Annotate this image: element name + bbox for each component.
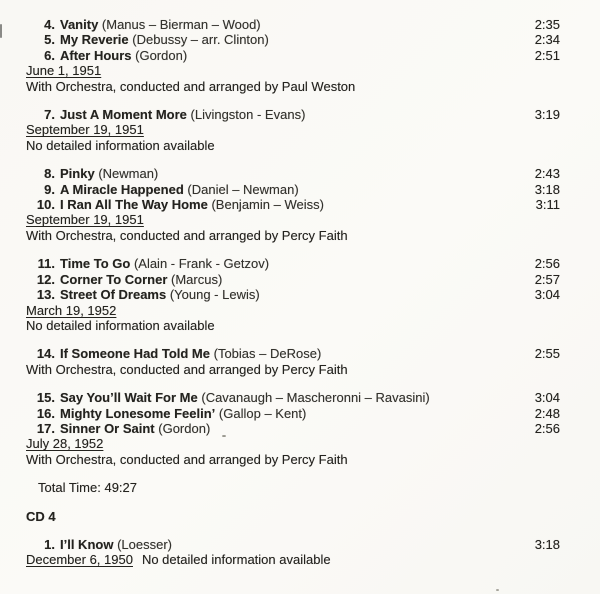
track-title: My Reverie — [60, 32, 129, 48]
track-title: A Miracle Happened — [60, 181, 184, 197]
track-title-and-credits — [55, 32, 535, 47]
track-row — [26, 48, 560, 63]
track-title: Sinner Or Saint — [60, 420, 155, 436]
track-time: 2:48 — [534, 405, 560, 421]
track-row — [26, 17, 560, 32]
track-credits: (Debussy – arr. Clinton) — [132, 32, 269, 48]
track-credits: (Marcus) — [171, 271, 223, 287]
track-row — [26, 287, 560, 302]
cd4-heading: CD 4 — [26, 508, 56, 524]
session-note: With Orchestra, conducted and arranged by Percy Faith — [26, 361, 348, 377]
track-title-and-credits — [55, 107, 535, 122]
track-row — [26, 107, 560, 122]
track-number: 14. — [36, 346, 55, 362]
session-note: No detailed information available — [26, 137, 215, 153]
track-row — [26, 256, 560, 271]
track-title: Mighty Lonesome Feelin’ — [60, 405, 216, 421]
track-credits: (Alain - Frank - Getzov) — [133, 256, 270, 272]
track-title: Street Of Dreams — [60, 287, 167, 303]
track-title-and-credits — [55, 17, 535, 32]
session-note: With Orchestra, conducted and arranged by Percy Faith — [26, 227, 348, 243]
track-title: Say You’ll Wait For Me — [60, 390, 198, 406]
track-credits: (Gordon) — [158, 420, 211, 436]
track-row — [26, 346, 560, 361]
track-number: 4. — [44, 17, 55, 32]
track-number: 17. — [36, 420, 55, 436]
track-title-and-credits — [55, 197, 536, 212]
track-credits: (Benjamin – Weiss) — [211, 197, 324, 213]
track-number: 12. — [36, 271, 55, 287]
session-note: With Orchestra, conducted and arranged by Percy Faith — [26, 451, 348, 467]
track-time: 2:56 — [534, 256, 560, 272]
track-row — [26, 390, 560, 405]
track-section — [26, 166, 560, 243]
track-section — [26, 256, 560, 333]
track-title: I Ran All The Way Home — [60, 197, 208, 213]
track-credits: (Loesser) — [117, 536, 172, 552]
track-title-and-credits — [55, 287, 535, 302]
track-number: 5. — [44, 32, 55, 48]
track-number: 11. — [37, 256, 55, 272]
session-date: September 19, 1951 — [26, 122, 144, 138]
track-title-and-credits — [55, 272, 535, 287]
track-title: Vanity — [60, 17, 99, 32]
track-time: 3:18 — [534, 181, 560, 197]
track-credits: (Manus – Bierman – Wood) — [101, 17, 261, 32]
track-time: 2:51 — [534, 47, 560, 63]
session-date: September 19, 1951 — [26, 212, 144, 228]
track-credits: (Young - Lewis) — [169, 287, 260, 303]
track-title-and-credits — [55, 166, 535, 181]
track-time: 3:19 — [534, 107, 560, 123]
session-note: With Orchestra, conducted and arranged by Paul Weston — [26, 78, 356, 94]
track-row — [26, 421, 560, 436]
track-title-and-credits — [55, 346, 535, 361]
track-title-and-credits — [55, 537, 535, 552]
session-date-and-note — [26, 552, 560, 567]
track-number: 6. — [44, 47, 55, 63]
track-row — [26, 537, 560, 552]
track-number: 10. — [36, 197, 55, 213]
track-number: 13. — [36, 287, 55, 303]
session-date: March 19, 1952 — [26, 302, 117, 318]
session-date: December 6, 1950 — [26, 552, 133, 568]
track-number: 7. — [44, 107, 55, 123]
track-section — [26, 17, 560, 94]
scan-edge-artifact — [0, 24, 2, 38]
track-title-and-credits — [55, 256, 535, 271]
track-time: 3:11 — [535, 197, 560, 213]
session-date: July 28, 1952 — [26, 436, 104, 452]
track-credits: (Gordon) — [135, 47, 188, 63]
track-time: 2:43 — [534, 166, 560, 182]
track-time: 2:56 — [534, 420, 560, 436]
scan-speck — [496, 589, 499, 591]
track-time: 2:35 — [534, 17, 560, 32]
track-time: 2:34 — [534, 32, 560, 48]
session-note: No detailed information available — [26, 317, 215, 333]
track-time: 3:04 — [534, 390, 560, 406]
track-time: 2:57 — [534, 271, 560, 287]
cd4-track-list — [26, 537, 560, 568]
track-section — [26, 537, 560, 568]
track-title: After Hours — [60, 47, 132, 63]
track-credits: (Newman) — [98, 166, 159, 182]
track-credits: (Gallop – Kent) — [218, 405, 307, 421]
track-number: 9. — [44, 181, 55, 197]
track-title-and-credits — [55, 48, 535, 63]
track-section — [26, 390, 560, 467]
track-credits: (Livingston - Evans) — [190, 107, 306, 123]
track-section — [26, 107, 560, 153]
track-row — [26, 197, 560, 212]
track-row — [26, 406, 560, 421]
track-title: Pinky — [60, 166, 95, 182]
track-title-and-credits — [55, 182, 535, 197]
track-number: 16. — [36, 405, 55, 421]
track-row — [26, 272, 560, 287]
track-title-and-credits — [55, 390, 535, 405]
total-time: Total Time: 49:27 — [38, 480, 137, 496]
track-time: 3:18 — [534, 536, 560, 552]
session-date: June 1, 1951 — [26, 63, 102, 79]
track-title: I’ll Know — [60, 536, 114, 552]
track-section — [26, 346, 560, 377]
cd3-track-list — [26, 17, 560, 467]
session-note: No detailed information available — [141, 552, 331, 568]
track-credits: (Tobias – DeRose) — [213, 346, 322, 362]
track-credits: (Daniel – Newman) — [187, 181, 299, 197]
track-title: Time To Go — [60, 256, 131, 272]
track-title-and-credits — [55, 421, 535, 436]
track-number: 8. — [44, 166, 55, 182]
track-title: If Someone Had Told Me — [60, 346, 210, 362]
track-number: 15. — [36, 390, 55, 406]
track-title: Just A Moment More — [60, 107, 187, 123]
track-title: Corner To Corner — [60, 271, 168, 287]
track-row — [26, 166, 560, 181]
track-title-and-credits — [55, 406, 535, 421]
track-time: 2:55 — [534, 346, 560, 362]
track-row — [26, 32, 560, 47]
track-number: 1. — [44, 536, 55, 552]
track-time: 3:04 — [534, 287, 560, 303]
track-credits: (Cavanaugh – Mascheronni – Ravasini) — [201, 390, 430, 406]
track-row — [26, 182, 560, 197]
